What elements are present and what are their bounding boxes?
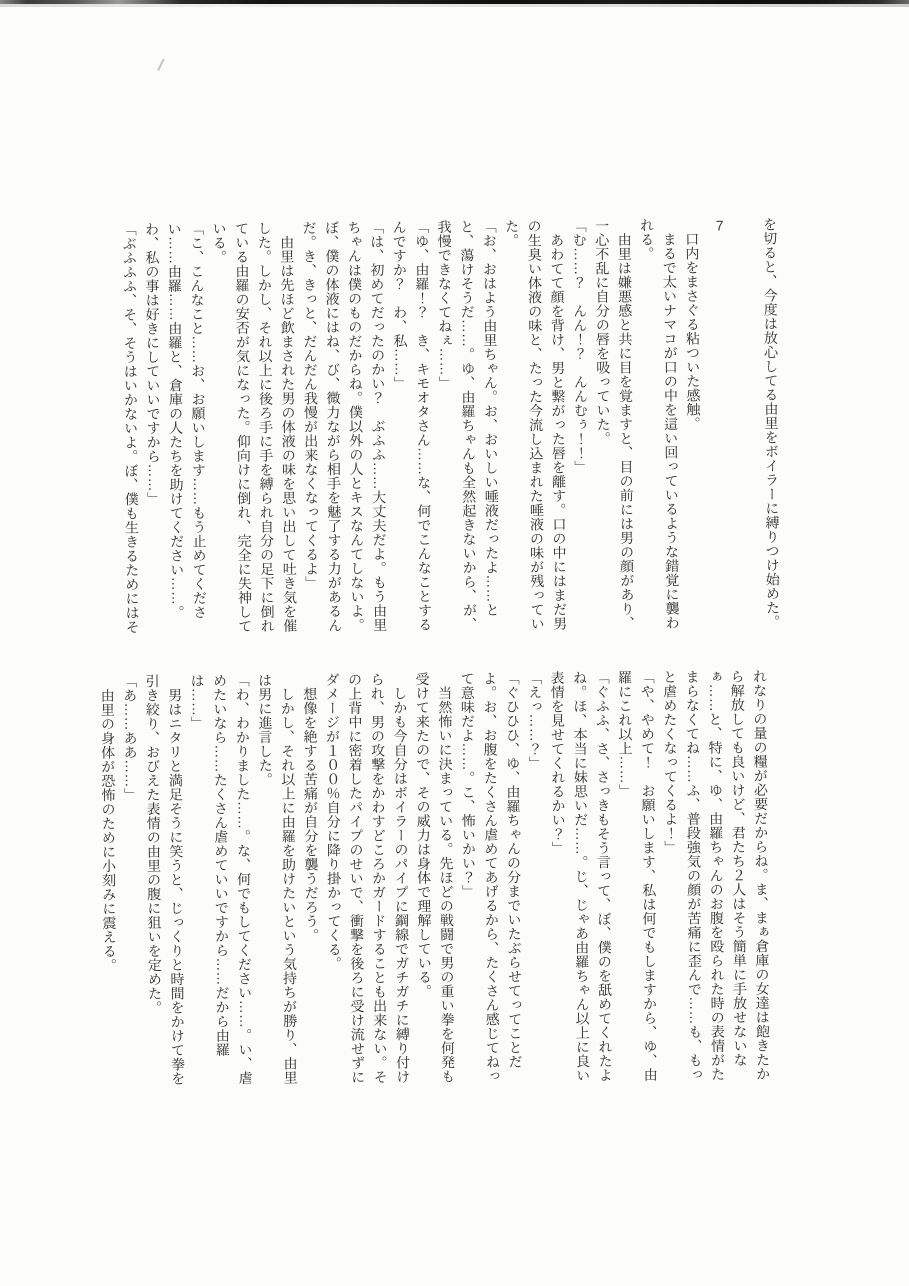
paragraph: 「わ、わかりました……。な、何でもしてください……。い、虐めたいなら……たくさん虐めていいですから……だから由羅は……」: [189, 673, 254, 1086]
paragraph: 当然怖いに決まっている。先ほどの戦闘で男の重い拳を何発も受けて来たので、その威力は身体で理解している。: [414, 671, 457, 1084]
paragraph: 「や、やめて！ お願いします、私は何でもしますから、ゆ、由羅にこれ以上……」: [617, 669, 659, 1082]
paragraph: しかも今自分はボイラーのパイプに鋼線でガチガチに縛り付けられ、男の攻撃をかわすどころかガードすることも出来ない。その上背中に密着したパイプのせいで、衝撃を後ろに受け流せずにダメージが１００％自分に降り掛かってくる。: [324, 671, 412, 1085]
scan-scratch-mark: [157, 58, 164, 70]
paragraph: 由里は先ほど飲まされた男の体液の味を思い出して吐き気を催した。しかし、それ以上に後ろ手に手を縛られ自分の足下に倒れている由羅の安否が気になった。仰向けに倒れ、完全に失神している。: [211, 220, 299, 634]
paragraph: 由里は嫌悪感と共に目を覚ますと、目の前には男の顔があり、一心不乱に自分の唇を吸っていた。: [594, 218, 636, 631]
bottom-text-block: [96, 669, 774, 1086]
paragraph: 口内をまさぐる粘ついた感触。: [684, 217, 702, 431]
paragraph: 「あ……ああ……」: [122, 673, 140, 802]
paragraph: れなりの量の糧が必要だからね。ま、まぁ倉庫の女達は飽きたから解放しても良いけど、君たち２人はそう簡単に手放せないなぁ……と、特に、ゆ、由羅ちゃんのお腹を殴られた時の表情がたまらなくてね……ふ、普段強気の顔が苦痛に歪んで……も、もっと虐めたくなってくるよ！」: [662, 669, 772, 1082]
paragraph: 「ゆ、由羅！？ き、キモオタさん……な、何でこんなことするんですか？ わ、私……」: [391, 219, 434, 632]
paragraph: 由里の身体が恐怖のために小刻みに震える。: [99, 674, 118, 973]
paragraph: 「お、おはよう由里ちゃん。お、おいしい唾液だったよ……とと、蕩けそうだ……。ゆ、由羅ちゃんも全然起きないから、が、我慢できなくてねぇ……」: [436, 219, 501, 632]
paragraph: を切ると、今度は放心してる由里をボイラーに縛りつけ始めた。: [762, 217, 782, 629]
paragraph: しかし、それ以上に由羅を助けたいという気持ちが勝り、由里は男に進言した。: [257, 672, 299, 1085]
paragraph: 「こ、こんなこと……お、お願いします……もう止めてください……由羅……由羅と、倉庫の人たちを助けてください……。わ、私の事は好きにしていいですから……」: [144, 221, 209, 620]
paragraph: 「ぐひひひ、ゆ、由羅ちゃんの分までいたぶらせてってことだよ。お、お腹をたくさん虐めてあげるから、たくさん感じてねって意味だよ……。こ、怖いかい？」: [459, 670, 524, 1084]
paragraph: 「ぐふふ、さ、さっきもそう言って、ぼ、僕のを舐めてくれたよね。ほ、本当に妹思いだ……。じ、じゃあ由羅ちゃん以上に良い表情を見せてくれるかい？」: [549, 670, 614, 1083]
paragraph: 「えっ……？」: [527, 670, 544, 771]
paragraph: 想像を絶する苦痛が自分を襲うだろう。: [302, 672, 321, 943]
paragraph: まるで太いナマコが口の中を這い回っているような錯覚に襲われる。: [639, 217, 681, 630]
paragraph: 「む……？ んん！？ んんむぅ！！」: [571, 218, 590, 475]
paragraph: 「は、初めてだったのかい？ ぶふふ……大丈夫だよ。もう由里ちゃんは僕のものだからね。僕以外の人とキスなんてしないよ。ぼ、僕の体液にはね、び、微力ながら相手を魅了する力があるんだ。き、きっと、だんだん我慢が出来なくなってくるよ」: [301, 220, 389, 633]
paragraph: 男はニタリと満足そうに笑うと、じっくりと時間をかけて拳を引き絞り、おびえた表情の由里の腹に狙いを定めた。: [144, 673, 187, 1086]
page-number: 7: [711, 217, 728, 234]
paragraph: 「ぶふふふ、そ、そうはいかないよ。ぼ、僕も生きるためにはそ: [121, 222, 141, 634]
paragraph: あわてて顔を背け、男と繋がった唇を離す。口の中にはまだ男の生臭い体液の味と、たった今流し込まれた唾液の味が残っていた。: [504, 218, 569, 631]
top-text-block: [118, 217, 784, 634]
scan-edge-shadow: [0, 4, 909, 7]
